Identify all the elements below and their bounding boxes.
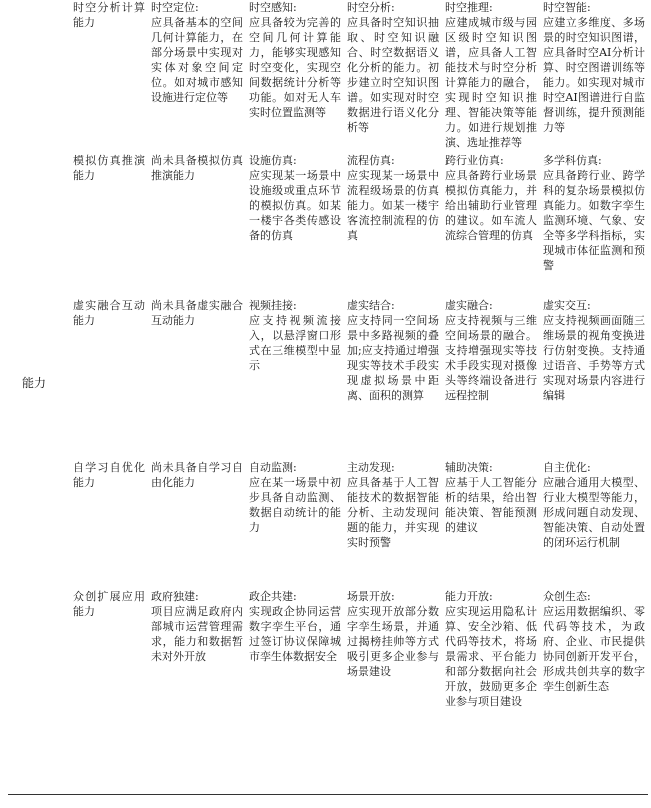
table-cell: 虚实交互: 应支持视频画面随三维场景的视角变换进行仿射变换。支持通过语音、手势等方式实现对场景内容进行编辑 xyxy=(543,299,645,402)
capability-table xyxy=(8,0,648,766)
table-bottom-rule xyxy=(8,794,648,795)
row-name: 虚实融合互动能力 xyxy=(73,299,145,327)
table-cell: 自主优化: 应融合通用大模型、行业大模型等能力，形成问题自动发现、智能决策、自动处置的闭环运行机制 xyxy=(543,461,645,549)
table-cell: 尚未具备虚实融合互动能力 xyxy=(151,299,243,327)
table-cell: 主动发现: 应具备基于人工智能技术的数据智能分析、主动发现问题的能力，并实现实时预警 xyxy=(347,461,439,549)
row-name: 自学习自优化能力 xyxy=(73,461,145,489)
table-cell: 时空感知: 应具备较为完善的空间几何计算能力，能够实现感知时空变化，实现空间数据统计分析等功能。如对无人车实时位置监测等 xyxy=(249,1,341,119)
table-cell: 流程仿真: 应实现某一场景中流程级场景的仿真能力。如某一楼宇客流控制流程的仿真 xyxy=(347,154,439,242)
table-cell: 场景开放: 应实现开放部分数字孪生场景，并通过揭榜挂帅等方式吸引更多企业参与场景建设 xyxy=(347,590,439,678)
table-cell: 尚未具备自学习自由化能力 xyxy=(151,461,243,489)
table-cell: 自动监测: 应在某一场景中初步具备自动监测、数据自动统计的能力 xyxy=(249,461,341,534)
table-cell: 多学科仿真: 应具备跨行业、跨学科的复杂场景模拟仿真能力。如数字孪生监测环境、气象、安全等多学科指标，实现城市体征监测和预警 xyxy=(543,154,645,272)
row-name: 模拟仿真推演能力 xyxy=(73,154,145,182)
table-cell: 政企共建: 实现政企协同运营数字孪生平台，通过签订协议保障城市孪生体数据安全 xyxy=(249,590,341,663)
table-cell: 众创生态: 应运用数据编织、零代码等技术，为政府、企业、市民提供协同创新开发平台，形成共创共享的数字孪生创新生态 xyxy=(543,590,645,693)
table-cell: 跨行业仿真: 应具备跨行业场景模拟仿真能力，并给出辅助行业管理的建议。如车流人流综合管理的仿真 xyxy=(445,154,537,242)
table-cell: 时空智能: 应建立多维度、多场景的时空知识图谱，应具备时空AI分析计算、时空图谱训练等能力。如实现对城市时空AI图谱进行自监督训练，提升预测能力等 xyxy=(543,1,645,134)
category-label: 能力 xyxy=(22,375,47,390)
table-cell: 时空分析: 应具备时空知识抽取、时空知识融合、时空数据语义化分析的能力。初步建立时空知识图谱。如实现对时空数据进行语义化分析等 xyxy=(347,1,439,134)
table-cell: 虚实融合: 应支持视频与三维空间场景的融合。支持增强现实等技术手段实现对摄像头等终端设备进行远程控制 xyxy=(445,299,537,402)
table-cell: 辅助决策: 应基于人工智能分析的结果，给出智能决策、智能预测的建议 xyxy=(445,461,537,534)
table-row xyxy=(8,586,648,766)
table-cell: 视频挂接: 应支持视频流接入，以悬浮窗口形式在三维模型中显示 xyxy=(249,299,341,372)
table-row xyxy=(8,150,648,295)
row-name: 众创扩展应用能力 xyxy=(73,590,145,618)
table-cell: 虚实结合: 应支持同一空间场景中多路视频的叠加;应支持通过增强现实等技术手段实现虚拟场景中距离、面积的测算 xyxy=(347,299,439,402)
table-cell: 时空定位: 应具备基本的空间几何计算能力，在部分场景中实现对实体对象空间定位。如对城市感知设施进行定位等 xyxy=(151,1,243,104)
table-row xyxy=(8,295,648,457)
table-row xyxy=(8,457,648,586)
table-cell: 政府独建: 项目应满足政府内部城市运营管理需求，能力和数据暂未对外开放 xyxy=(151,590,243,663)
table-cell: 设施仿真: 应实现某一场景中设施级或重点环节的模拟仿真。如某一楼宇各类传感设备的仿真 xyxy=(249,154,341,242)
table-cell: 尚未具备模拟仿真推演能力 xyxy=(151,154,243,182)
row-name: 时空分析计算能力 xyxy=(73,1,145,29)
table-cell: 时空推理: 应建成城市级与园区级时空知识图谱，应具备人工智能技术与时空分析计算能力的融合，实现时空知识推理、智能决策等能力。如进行规划推演、选址推荐等 xyxy=(445,1,537,149)
table-row xyxy=(8,0,648,150)
table-cell: 能力开放: 应实现运用隐私计算、安全沙箱、低代码等技术，将场景需求、平台能力和部分数据向社会开放，鼓励更多企业参与项目建设 xyxy=(445,590,537,708)
